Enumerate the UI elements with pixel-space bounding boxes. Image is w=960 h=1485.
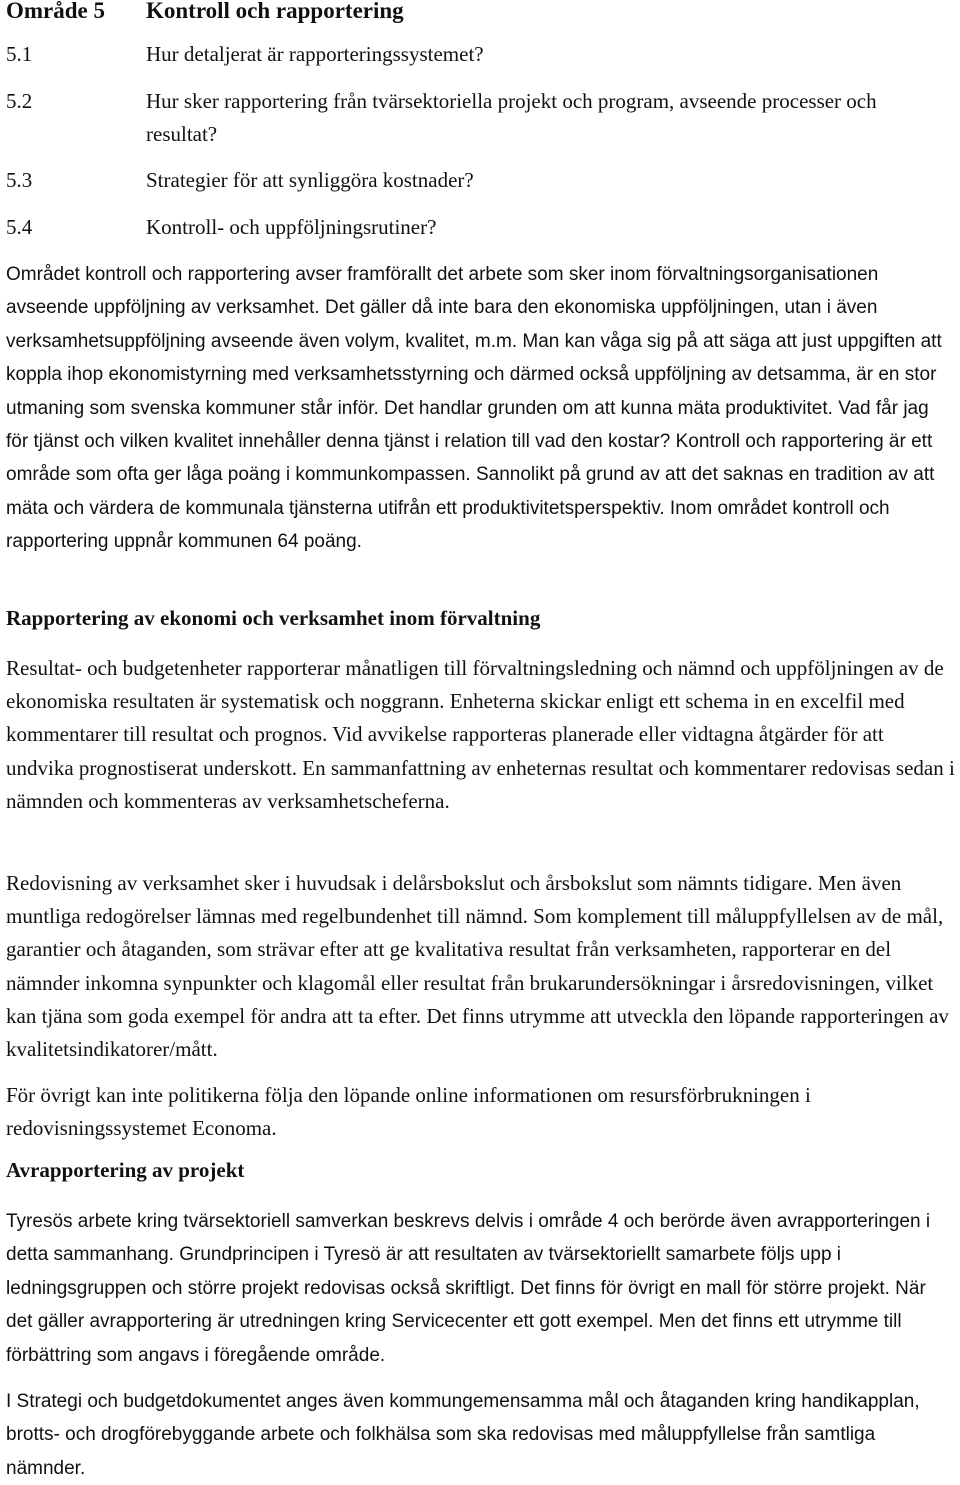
question-text: Hur detaljerat är rapporteringssystemet? bbox=[146, 42, 484, 66]
intro-paragraph: Området kontroll och rapportering avser framförallt det arbete som sker inom förvaltningsorganisationen avseende uppföljning av verksamhet. Det gäller då inte bara den ekonomiska uppföljningen, utan i även verksamhetsuppföljning avseende även volym, kvalitet, m.m. Man kan våga sig på att säga att just uppgiften att koppla ihop ekonomistyrning med verksamhetsstyrning och därmed också uppföljning av detsamma, är en stor utmaning som svenska kommuner står inför. Det handlar grunden om att kunna mäta produktivitet. Vad får jag för tjänst och vilken kvalitet innehåller denna tjänst i relation till vad den kostar? Kontroll och rapportering är ett område som ofta ger låga poäng i kommunkompassen. Sannolikt på grund av att det saknas en tradition av att mäta och värdera de kommunala tjänsterna utifrån ett produktivitetsperspektiv. Inom området kontroll och rapportering uppnår kommunen 64 poäng. bbox=[6, 264, 942, 553]
question-text: Kontroll- och uppföljningsrutiner? bbox=[146, 215, 437, 239]
section-paragraph: I Strategi och budgetdokumentet anges även kommungemensamma mål och åtaganden kring handikapplan, brotts- och drogförebyggande arbete och folkhälsa som ska redovisas med måluppfyllelse från samtliga nämnder. bbox=[6, 1391, 920, 1479]
section-paragraph: Resultat- och budgetenheter rapporterar månatligen till förvaltningsledning och nämnd och uppföljningen av de ekonomiska resultaten är systematisk och noggrann. Enheterna skickar enligt ett schema in en excelfil med kommentarer till resultat och prognos. Vid avvikelse rapporteras planerade eller vidtagna åtgärder för att undvika prognostiserat underskott. En sammanfattning av enheternas resultat och kommentarer redovisas sedan i nämnden och kommenteras av verksamhetscheferna. bbox=[6, 656, 955, 813]
question-text: Strategier för att synliggöra kostnader? bbox=[146, 168, 474, 192]
question-number: 5.3 bbox=[6, 168, 33, 192]
section-paragraph: För övrigt kan inte politikerna följa den löpande online informationen om resursförbrukningen i redovisningssystemet Economa. bbox=[6, 1083, 811, 1141]
question-number: 5.4 bbox=[6, 215, 33, 239]
area-number: Område 5 bbox=[6, 0, 106, 23]
section-paragraph: Tyresös arbete kring tvärsektoriell samverkan beskrevs delvis i område 4 och berörde även avrapporteringen i detta sammanhang. Grundprincipen i Tyresö är att resultaten av tvärsektoriellt samarbete följs upp i ledningsgruppen och större projekt redovisas också skriftligt. Det finns för övrigt en mall för större projekt. När det gäller avrapportering är utredningen kring Servicecenter ett gott exempel. Men det finns ett utrymme till förbättring som angavs i föregående område. bbox=[6, 1211, 931, 1366]
area-title: Kontroll och rapportering bbox=[146, 0, 404, 23]
section-heading: Rapportering av ekonomi och verksamhet inom förvaltning bbox=[6, 606, 541, 630]
question-text: Hur sker rapportering från tvärsektoriella projekt och program, avseende processer och resultat? bbox=[146, 89, 877, 146]
section-heading: Avrapportering av projekt bbox=[6, 1158, 245, 1182]
section-paragraph: Redovisning av verksamhet sker i huvudsak i delårsbokslut och årsbokslut som nämnts tidigare. Men även muntliga redogörelser lämnas med regelbundenhet till nämnd. Som komplement till måluppfyllelsen av de mål, garantier och åtaganden, som strävar efter att ge kvalitativa resultat från verksamheten, rapporterar en del nämnder inkomna synpunkter och klagomål eller resultat från brukarundersökningar i årsredovisningen, vilket kan tjäna som goda exempel för andra att ta efter. Det finns utrymme att utveckla den löpande rapporteringen av kvalitetsindikatorer/mått. bbox=[6, 871, 949, 1062]
question-number: 5.1 bbox=[6, 42, 33, 66]
question-number: 5.2 bbox=[6, 89, 33, 113]
